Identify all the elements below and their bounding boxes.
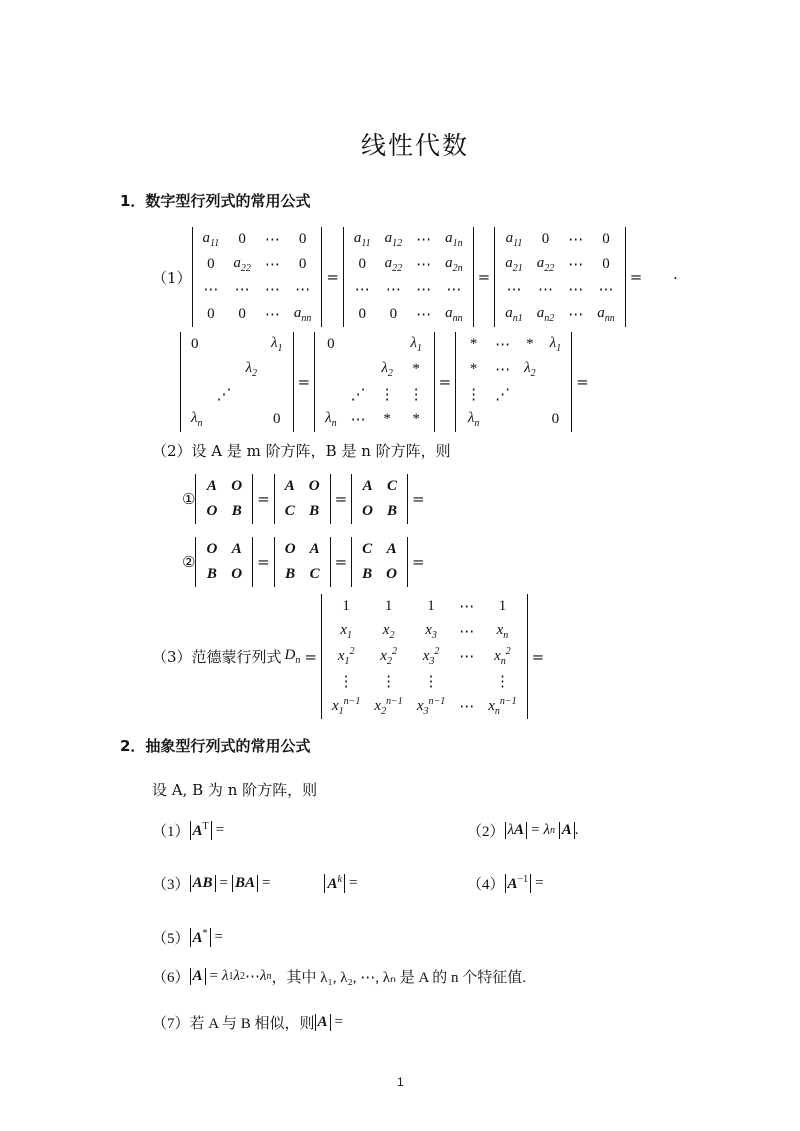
- anti-diagonal-det: 0 $\lambda_1$ $\lambda_2$ ⋰ $\lambda_n$ 0: [180, 332, 294, 432]
- item-3-label: （3）范德蒙行列式: [152, 648, 282, 666]
- f3-label: （3）: [152, 877, 190, 893]
- vandermonde-formula: （3）范德蒙行列式 $D_n$ = 1 1 1 ⋯ 1 $x_1$ $x_2$ $x_3$ ⋯ $x_n$ $x_1^2$ $x_2^2$ $x_3^2$ ⋯ $x_n^2$ ⋮ ⋮ ⋮ ⋮ $x_1^{n-1}$ $x_2^{n-1}$ $x_3^{n-1}$ ⋯ $x_n^{n-1}$ =: [152, 594, 548, 719]
- formula-f2: （2） λA = λ n A .: [467, 822, 579, 840]
- f7-label: （7）若 A 与 B 相似，则: [152, 1016, 315, 1032]
- anti-upper-det: 0 $\lambda_1$ $\lambda_2$ * ⋰ ⋮ ⋮ $\lambda_n$ ⋯ * *: [314, 332, 435, 432]
- circle-2-label: ②: [182, 553, 196, 571]
- block-det-formula-2: ② O A B O = O A B C = C A B O =: [182, 537, 429, 587]
- page-title: 线性代数: [361, 131, 470, 160]
- f2-label: （2）: [467, 824, 505, 840]
- item-1-label: （1）: [152, 268, 192, 287]
- vandermonde-sub: n: [295, 655, 301, 666]
- vandermonde-det: 1 1 1 ⋯ 1 $x_1$ $x_2$ $x_3$ ⋯ $x_n$ $x_1^2$ $x_2^2$ $x_3^2$ ⋯ $x_n^2$ ⋮ ⋮ ⋮ ⋮ $x_1^{n-1}$ $x_2^{n-1}$ $x_3^{n-1}$ ⋯ $x_n^{n-1}$: [321, 594, 528, 719]
- anti-lower-det: * ⋯ * $\lambda_1$ * ⋯ $\lambda_2$ ⋮ ⋰ $\lambda_n$ 0: [455, 332, 572, 432]
- formula-1-row-b: 0 $\lambda_1$ $\lambda_2$ ⋰ $\lambda_n$ 0 = 0 $\lambda_1$ $\lambda_2$ * ⋰ ⋮ ⋮ $\lambda_n$ ⋯ * * = * ⋯ * $\lambda_1$ * ⋯ $\lambda_2$ ⋮ ⋰ $\lambda_n$ 0 =: [180, 332, 593, 432]
- section-2-heading: 2．抽象型行列式的常用公式: [120, 737, 311, 755]
- formula-f1: （1） $A^T$ =: [152, 821, 225, 840]
- formula-1-row-a: （1） $a_{11}$ 0 ⋯ 0 0 $a_{22}$ ⋯ 0 ⋯ ⋯ ⋯ ⋯ 0 0 ⋯ $a_{nn}$ = $a_{11}$ $a_{12}$ ⋯ $a_{1n}$ 0 $a_{22}$ ⋯ $a_{2n}$ ⋯ ⋯ ⋯ ⋯ 0 0 ⋯ $a_{nn}$ = $a_{11}$ 0 ⋯ 0 $a_{21}$ $a_{22}$ ⋯ 0 ⋯ ⋯ ⋯ ⋯ $a_{n1}$ $a_{n2}$ ⋯ $a_{nn}$ =: [152, 227, 646, 327]
- f6-text: ，其中 λ₁, λ₂, ⋯, λₙ 是 A 的 n 个特征值.: [271, 970, 527, 986]
- formula-f5: （5） A* =: [152, 928, 223, 947]
- page-number: 1: [397, 1075, 404, 1089]
- lower-triangle-det: $a_{11}$ 0 ⋯ 0 $a_{21}$ $a_{22}$ ⋯ 0 ⋯ ⋯ ⋯ ⋯ $a_{n1}$ $a_{n2}$ ⋯ $a_{nn}$: [494, 227, 626, 327]
- trailing-dot: .: [673, 265, 678, 283]
- f5-label: （5）: [152, 931, 190, 947]
- f1-label: （1）: [152, 824, 190, 840]
- circle-1-label: ①: [182, 490, 196, 508]
- upper-triangular-det: $a_{11}$ 0 ⋯ 0 0 $a_{22}$ ⋯ 0 ⋯ ⋯ ⋯ ⋯ 0 0 ⋯ $a_{nn}$: [192, 227, 323, 327]
- upper-triangle-det-2: $a_{11}$ $a_{12}$ ⋯ $a_{1n}$ 0 $a_{22}$ ⋯ $a_{2n}$ ⋯ ⋯ ⋯ ⋯ 0 0 ⋯ $a_{nn}$: [343, 227, 474, 327]
- section-2-intro: 设 A, B 为 n 阶方阵，则: [152, 781, 318, 799]
- f4-label: （4）: [467, 877, 505, 893]
- formula-f4: （4） $A^{-1}$ =: [467, 874, 544, 893]
- formula-f7: （7）若 A 与 B 相似，则 A =: [152, 1014, 343, 1032]
- formula-f3: （3） AB = BA = $A^k$ =: [152, 874, 358, 893]
- item-2-text: （2）设 A 是 m 阶方阵，B 是 n 阶方阵，则: [152, 442, 451, 460]
- block-det-formula-1: ① A O O B = A O C B = A C O B =: [182, 474, 429, 524]
- section-1-heading: 1．数字型行列式的常用公式: [120, 192, 311, 210]
- vandermonde-symbol: D: [284, 647, 296, 663]
- formula-f6: （6） A = λ 1 λ 2 ⋯ λ n ，其中 λ₁, λ₂, ⋯, λₙ 是 A 的 n 个特征值.: [152, 968, 527, 986]
- f6-label: （6）: [152, 970, 190, 986]
